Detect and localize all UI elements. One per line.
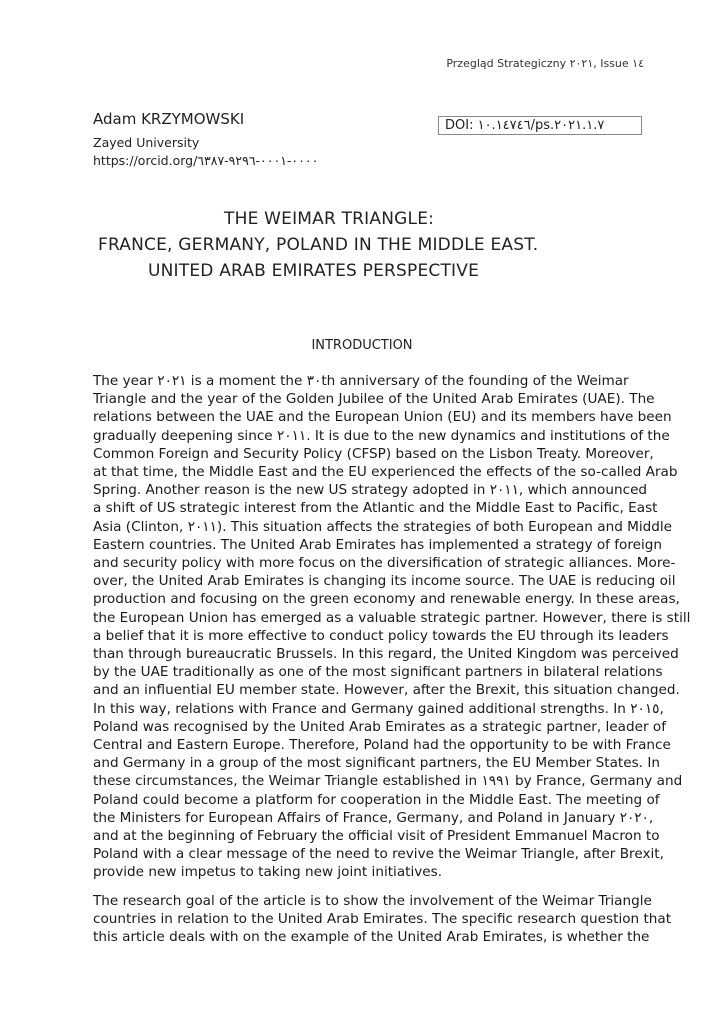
body-text xyxy=(93,372,724,946)
text-line: provide new impetus to taking new joint initiatives. xyxy=(93,864,443,881)
doi-box[interactable]: DOI: ١٠.١٤٧٤٦/ps.٢٠٢١.١.٧ xyxy=(438,116,642,135)
section-heading-introduction: INTRODUCTION xyxy=(311,338,413,353)
text-line: at that time, the Middle East and the EU experienced the effects of the so-called Arab xyxy=(93,464,678,481)
text-line: a belief that it is more effective to conduct policy towards the EU through its leaders xyxy=(93,627,669,644)
text-line: countries in relation to the United Arab Emirates. The specific research question that xyxy=(93,910,672,927)
text-line: these circumstances, the Weimar Triangle established in ١٩٩١ by France, Germany and xyxy=(93,773,683,790)
text-line: Poland was recognised by the United Arab Emirates as a strategic partner, leader of xyxy=(93,718,666,735)
text-line: Spring. Another reason is the new US strategy adopted in ٢٠١١, which announced xyxy=(93,482,648,499)
text-line: Poland with a clear message of the need to revive the Weimar Triangle, after Brexit, xyxy=(93,846,664,863)
text-line: Poland could become a platform for cooperation in the Middle East. The meeting of xyxy=(93,791,660,808)
text-line: this article deals with on the example of the United Arab Emirates, is whether the xyxy=(93,929,650,946)
text-line: the Ministers for European Affairs of France, Germany, and Poland in January ٢٠٢٠, xyxy=(93,809,654,826)
text-line: than through bureaucratic Brussels. In this regard, the United Kingdom was perceived xyxy=(93,646,679,663)
title-line-3: UNITED ARAB EMIRATES PERSPECTIVE xyxy=(148,261,480,281)
author-affiliation: Zayed University xyxy=(93,135,200,150)
title-line-1: THE WEIMAR TRIANGLE: xyxy=(224,209,435,229)
text-line: a shift of US strategic interest from the Atlantic and the Middle East to Pacific, East xyxy=(93,500,658,517)
text-line: Eastern countries. The United Arab Emirates has implemented a strategy of foreign xyxy=(93,536,663,553)
text-line: In this way, relations with France and Germany gained additional strengths. In ٢٠١٥, xyxy=(93,700,664,717)
text-line: relations between the UAE and the European Union (EU) and its members have been xyxy=(93,409,672,426)
text-line: by the UAE traditionally as one of the most significant partners in bilateral relations xyxy=(93,664,663,681)
author-name: Adam KRZYMOWSKI xyxy=(93,110,245,128)
text-line: gradually deepening since ٢٠١١. It is due to the new dynamics and institutions of the xyxy=(93,427,670,444)
article-title xyxy=(0,206,724,284)
text-line: the European Union has emerged as a valuable strategic partner. However, there is still xyxy=(93,609,691,626)
text-line: over, the United Arab Emirates is changing its income source. The UAE is reducing oil xyxy=(93,573,676,590)
text-line: Triangle and the year of the Golden Jubilee of the United Arab Emirates (UAE). The xyxy=(93,391,655,408)
paragraph-1 xyxy=(93,372,724,882)
text-line: Asia (Clinton, ٢٠١١). This situation affects the strategies of both European and Middle xyxy=(93,518,673,535)
text-line: and Germany in a group of the most significant partners, the EU Member States. In xyxy=(93,755,660,772)
text-line: production and focusing on the green economy and renewable energy. In these areas, xyxy=(93,591,680,608)
text-line: The year ٢٠٢١ is a moment the ٣٠th anniversary of the founding of the Weimar xyxy=(93,373,629,389)
title-line-2: FRANCE, GERMANY, POLAND IN THE MIDDLE EAST. xyxy=(98,235,539,255)
author-block xyxy=(93,110,318,170)
author-orcid-link[interactable]: https://orcid.org/٠٠٠٠-٠٠٠١-٩٢٩٦-٦٣٨٧ xyxy=(93,153,319,168)
text-line: and an influential EU member state. However, after the Brexit, this situation changed. xyxy=(93,682,680,699)
paragraph-2 xyxy=(93,892,724,947)
text-line: and at the beginning of February the official visit of President Emmanuel Macron to xyxy=(93,828,660,845)
text-line: Central and Eastern Europe. Therefore, Poland had the opportunity to be with France xyxy=(93,737,671,754)
text-line: The research goal of the article is to show the involvement of the Weimar Triangle xyxy=(93,892,652,909)
journal-header: Przegląd Strategiczny ٢٠٢١, Issue ١٤ xyxy=(446,57,644,70)
text-line: Common Foreign and Security Policy (CFSP) based on the Lisbon Treaty. Moreover, xyxy=(93,445,654,462)
text-line: and security policy with more focus on the diversification of strategic alliances. More- xyxy=(93,555,676,572)
